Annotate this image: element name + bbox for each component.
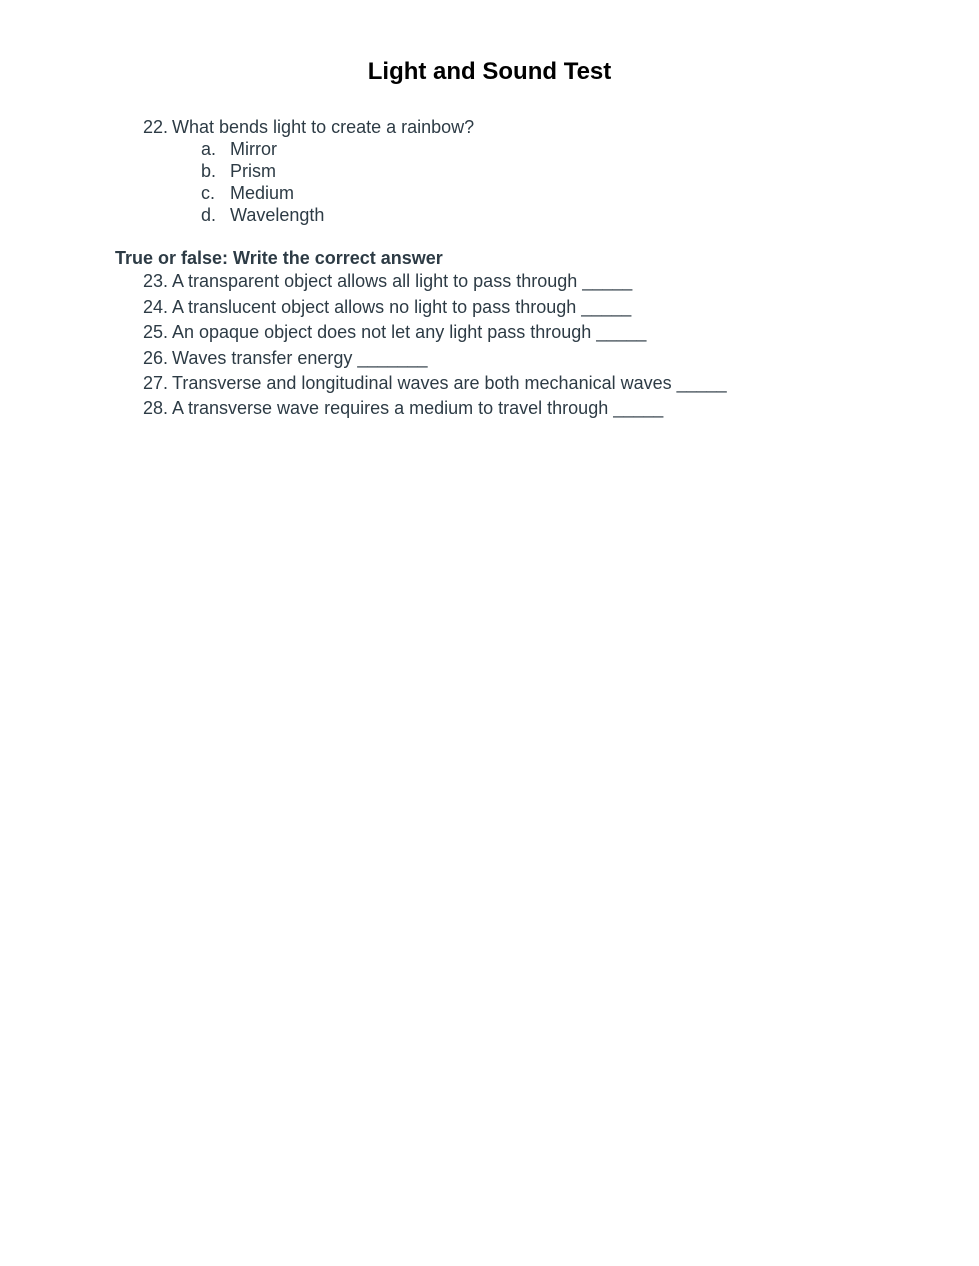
option-text: Medium [230, 183, 295, 203]
item-number: 23. [143, 271, 169, 291]
option-text: Wavelength [230, 205, 325, 225]
section-heading: True or false: Write the correct answer [115, 248, 443, 268]
item-number: 26. [143, 347, 169, 368]
option-text: Prism [230, 161, 276, 181]
item-number: 28. [143, 398, 169, 418]
item-text: Transverse and longitudinal waves are both mechanical waves _____ [172, 373, 727, 393]
item-number: 24. [143, 296, 169, 317]
item-text: An opaque object does not let any light pass through _____ [172, 322, 647, 342]
question-text: What bends light to create a rainbow? [172, 117, 475, 137]
item-number: 27. [143, 373, 169, 393]
option-letter: c. [201, 183, 216, 203]
option-letter: b. [201, 161, 217, 181]
item-text: A transverse wave requires a medium to travel through _____ [172, 398, 664, 418]
item-text: A translucent object allows no light to pass through _____ [172, 296, 632, 317]
question-number: 22. [143, 117, 169, 137]
item-text: Waves transfer energy _______ [172, 347, 428, 368]
page-title: Light and Sound Test [367, 58, 612, 85]
option-text: Mirror [230, 139, 277, 159]
option-letter: d. [201, 205, 217, 225]
item-number: 25. [143, 322, 169, 342]
option-letter: a. [201, 139, 217, 159]
item-text: A transparent object allows all light to pass through _____ [172, 271, 633, 291]
